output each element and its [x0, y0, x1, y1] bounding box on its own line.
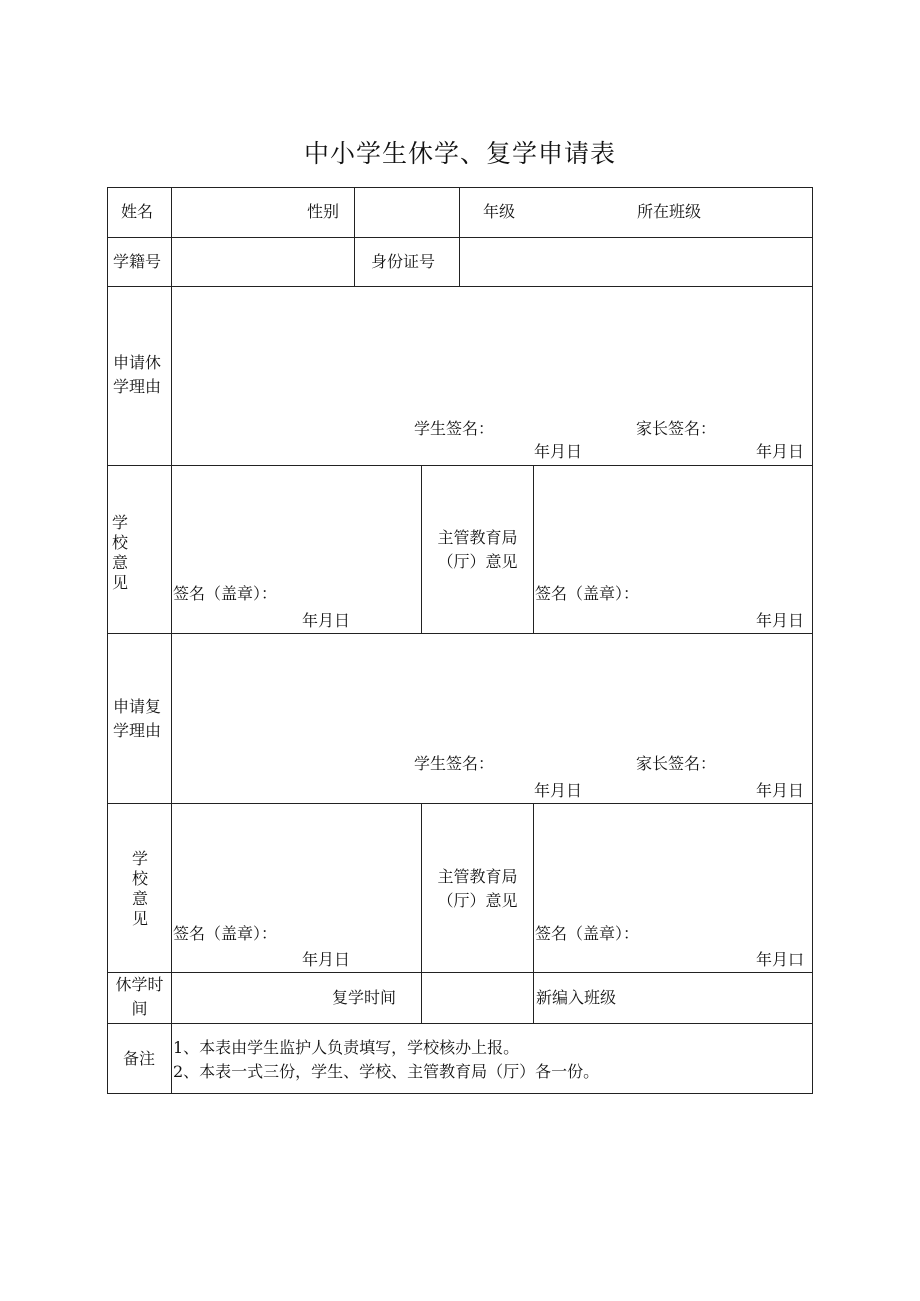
- resume-reason-label-line1: 申请复: [113, 697, 162, 716]
- row-divider: [107, 1023, 813, 1024]
- grade-label: 年级: [483, 202, 516, 221]
- bureau-opinion-label-line2: （厅）意见: [437, 891, 518, 910]
- row-divider: [107, 972, 813, 973]
- label-column-divider: [171, 187, 172, 1094]
- notes-label: 备注: [123, 1049, 156, 1068]
- col-divider: [533, 803, 534, 1023]
- parent-signature-label: 家长签名：: [636, 754, 717, 773]
- parent-sign-date: 年月日: [756, 442, 805, 461]
- school-sign-date: 年月日: [302, 950, 351, 969]
- parent-signature-label: 家长签名：: [636, 419, 717, 438]
- resume-reason-label-line2: 学理由: [113, 721, 162, 740]
- student-signature-label: 学生签名：: [414, 754, 495, 773]
- suspend-reason-label-line1: 申请休: [113, 353, 162, 372]
- form-title: 中小学生休学、复学申请表: [303, 139, 616, 168]
- student-sign-date: 年月日: [534, 442, 583, 461]
- table-border-left: [107, 187, 108, 1094]
- school-opinion-label: 学校意见: [132, 849, 149, 928]
- gender-label: 性别: [307, 202, 340, 221]
- bureau-opinion-label-line2: （厅）意见: [437, 552, 518, 571]
- bureau-sign-date: 年月口: [756, 950, 805, 969]
- class-label: 所在班级: [637, 202, 702, 221]
- application-form-table: [107, 187, 813, 1094]
- note-item: 2、本表一式三份，学生、学校、主管教育局（厅）各一份。: [173, 1062, 600, 1081]
- col-divider: [459, 187, 460, 286]
- student-no-label: 学籍号: [113, 252, 162, 271]
- row-divider: [107, 633, 813, 634]
- suspend-reason-label-line2: 学理由: [113, 377, 162, 396]
- bureau-opinion-label-line1: 主管教育局: [437, 867, 518, 886]
- row-divider: [107, 286, 813, 287]
- col-divider: [354, 187, 355, 286]
- suspend-time-label-line1: 休学时: [115, 975, 164, 994]
- parent-sign-date: 年月日: [756, 781, 805, 800]
- school-opinion-label: 学校意见: [112, 513, 129, 592]
- col-divider: [421, 803, 422, 1023]
- row-divider: [107, 803, 813, 804]
- row-divider: [107, 465, 813, 466]
- student-sign-date: 年月日: [534, 781, 583, 800]
- bureau-opinion-label-line1: 主管教育局: [437, 528, 518, 547]
- bureau-signature-label: 签名（盖章）：: [535, 924, 640, 943]
- bureau-signature-label: 签名（盖章）：: [535, 584, 640, 603]
- name-label: 姓名: [121, 202, 154, 221]
- school-sign-date: 年月日: [302, 611, 351, 630]
- bureau-sign-date: 年月日: [756, 611, 805, 630]
- id-card-label: 身份证号: [371, 252, 436, 271]
- student-signature-label: 学生签名：: [414, 419, 495, 438]
- suspend-time-label-line2: 间: [131, 999, 148, 1018]
- row-divider: [107, 237, 813, 238]
- col-divider: [533, 465, 534, 633]
- note-item: 1、本表由学生监护人负责填写，学校核办上报。: [173, 1038, 520, 1057]
- school-signature-label: 签名（盖章）：: [173, 924, 278, 943]
- table-border-bottom: [107, 1093, 813, 1094]
- school-signature-label: 签名（盖章）：: [173, 584, 278, 603]
- resume-time-label: 复学时间: [332, 988, 397, 1007]
- table-border-top: [107, 187, 813, 188]
- new-class-label: 新编入班级: [536, 988, 617, 1007]
- table-border-right: [812, 187, 813, 1094]
